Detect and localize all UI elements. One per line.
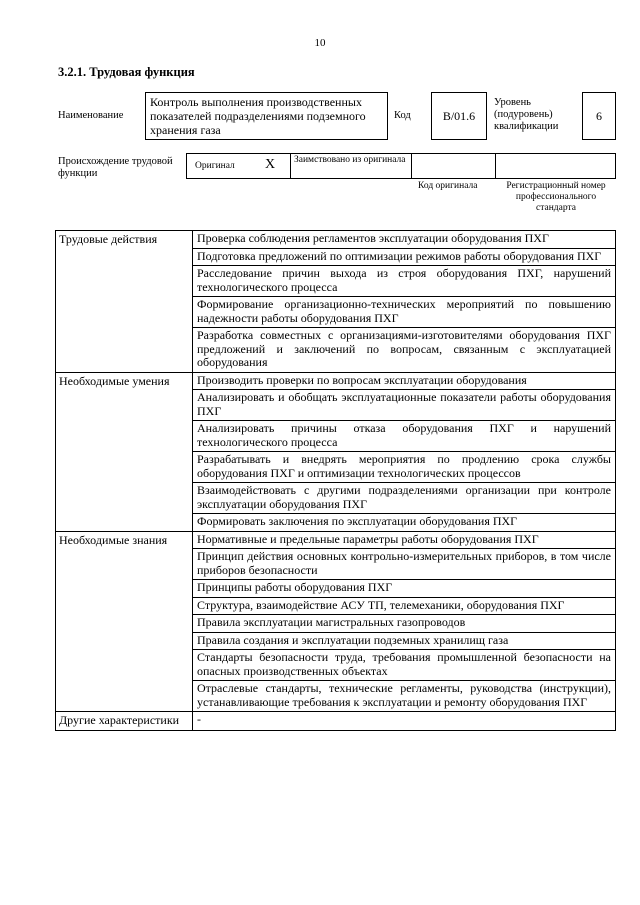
section-heading: Другие характеристики <box>56 712 193 731</box>
section-item: Разрабатывать и внедрять мероприятия по продлению срока службы оборудования ПХГ и оптимизации технологических процессов <box>193 452 616 483</box>
function-name-value: Контроль выполнения производственных показателей подразделениями подземного хранения газа <box>150 95 366 137</box>
section-item: Принципы работы оборудования ПХГ <box>193 580 616 598</box>
section-item: Формировать заключения по эксплуатации оборудования ПХГ <box>193 514 616 532</box>
origin-divider-1 <box>290 154 291 178</box>
section-item: Стандарты безопасности труда, требования промышленной безопасности на опасных производственных объектах <box>193 650 616 681</box>
section-heading: Необходимые умения <box>56 372 193 531</box>
section-item: Проверка соблюдения регламентов эксплуатации оборудования ПХГ <box>193 231 616 249</box>
table-row <box>56 372 616 390</box>
section-item: Нормативные и предельные параметры работы оборудования ПХГ <box>193 531 616 549</box>
section-item: Структура, взаимодействие АСУ ТП, телемеханики, оборудования ПХГ <box>193 597 616 615</box>
name-label: Наименование <box>58 110 124 121</box>
code-label: Код <box>394 110 411 121</box>
section-heading: Трудовые действия <box>56 231 193 373</box>
original-label: Оригинал <box>195 161 235 171</box>
section-heading: Необходимые знания <box>56 531 193 712</box>
page-number: 10 <box>314 37 326 49</box>
code-original-label: Код оригинала <box>418 181 478 191</box>
function-table <box>55 230 616 731</box>
section-item: Подготовка предложений по оптимизации режимов работы оборудования ПХГ <box>193 248 616 266</box>
section-item: Правила эксплуатации магистральных газопроводов <box>193 615 616 633</box>
section-item: Расследование причин выхода из строя оборудования ПХГ, нарушений технологического процесса <box>193 266 616 297</box>
section-item: Анализировать причины отказа оборудования ПХГ и нарушений технологического процесса <box>193 421 616 452</box>
borrowed-label: Заимствовано из оригинала <box>294 155 406 165</box>
section-item: Анализировать и обобщать эксплуатационные показатели работы оборудования ПХГ <box>193 390 616 421</box>
section-item: Отраслевые стандарты, технические регламенты, руководства (инструкции), устанавливающие требования к эксплуатации и ремонту оборудования ПХГ <box>193 681 616 712</box>
origin-divider-3 <box>495 154 496 178</box>
level-box <box>582 92 616 140</box>
origin-table <box>186 153 616 179</box>
code-value: B/01.6 <box>442 109 476 123</box>
section-item: Правила создания и эксплуатации подземных хранилищ газа <box>193 632 616 650</box>
section-item: Принцип действия основных контрольно-измерительных приборов, в том числе приборов безопасности <box>193 549 616 580</box>
level-value: 6 <box>596 109 602 123</box>
origin-divider-2 <box>411 154 412 178</box>
section-item: Взаимодействовать с другими подразделениями организации при контроле эксплуатации оборудования ПХГ <box>193 483 616 514</box>
table-row <box>56 231 616 249</box>
level-label: Уровень (подуровень) квалификации <box>494 97 559 132</box>
section-title: 3.2.1. Трудовая функция <box>58 65 195 79</box>
original-mark: X <box>265 157 276 172</box>
origin-label: Происхождение трудовой функции <box>58 156 173 179</box>
section-item: Разработка совместных с организациями-изготовителями оборудования ПХГ предложений и заключений по вопросам, связанным с эксплуатацией оборудования <box>193 328 616 373</box>
section-item: - <box>193 712 616 731</box>
table-row <box>56 712 616 731</box>
function-name-box <box>145 92 388 140</box>
section-item: Формирование организационно-технических мероприятий по повышению надежности работы оборудования ПХГ <box>193 297 616 328</box>
reg-number-label: Регистрационный номер профессионального стандарта <box>506 181 606 213</box>
section-item: Производить проверки по вопросам эксплуатации оборудования <box>193 372 616 390</box>
code-box <box>431 92 487 140</box>
table-row <box>56 531 616 549</box>
